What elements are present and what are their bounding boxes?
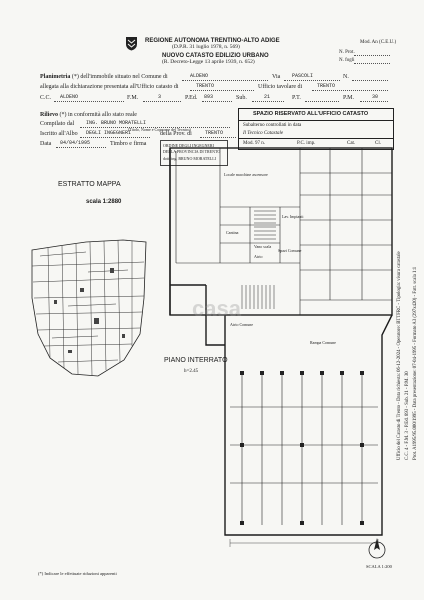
pm-line xyxy=(360,101,388,102)
stamp-line-2: DELLA PROVINCIA DI TRENTO xyxy=(163,149,221,154)
room-label-spazi-comune: Spazi Comune xyxy=(278,248,302,253)
room-label-cantina: Cantina xyxy=(226,230,239,235)
sub-value: 21 xyxy=(264,94,271,100)
ufficio-tavolare-line xyxy=(312,90,388,91)
reserved-title: SPAZIO RISERVATO ALL'UFFICIO CATASTO xyxy=(253,111,369,117)
pm-value: 30 xyxy=(372,94,379,100)
room-label-locale-macchine: Locale macchine ascensore xyxy=(224,172,268,177)
via-value: PASCOLI xyxy=(292,73,314,79)
reserved-tecnico: Il Tecnico Catastale xyxy=(243,131,284,136)
planimetry-text-2: allegata alla dichiarazione presentata all'Ufficio catasto di xyxy=(40,84,179,90)
decree-line: (D.P.R. 31 luglio 1978, n. 569) xyxy=(172,44,240,50)
fm-label: F.M. xyxy=(127,95,139,101)
n-line xyxy=(352,80,388,81)
cc-line xyxy=(54,101,124,102)
n-label: N. xyxy=(343,74,349,80)
stamp-line-1: ORDINE DEGLI INGEGNERI xyxy=(163,143,214,148)
room-label-rampa-comune: Rampa Comune xyxy=(310,340,336,345)
sub-line xyxy=(252,101,284,102)
data-value: 04/04/1995 xyxy=(60,140,91,146)
ped-label: P.Ed. xyxy=(185,95,198,101)
map-title: ESTRATTO MAPPA xyxy=(58,181,121,188)
cadastral-map-sketch xyxy=(28,238,148,378)
reserved-col-3: Cat. xyxy=(347,141,356,146)
reserved-col-2: P.C. imp. xyxy=(297,141,316,146)
pm-label: P.M. xyxy=(343,95,355,101)
region-title: REGIONE AUTONOMA TRENTINO-ALTO ADIGE xyxy=(145,38,280,44)
room-label-vano-scala: Vano scala xyxy=(254,244,272,249)
n-fogli-label: N. fogli xyxy=(339,58,355,63)
via-label: Via xyxy=(272,74,281,80)
level-height: h=2.45 xyxy=(184,369,199,374)
sub-label: Sub. xyxy=(236,95,247,101)
room-label-atrio-comune: Atrio Comune xyxy=(230,322,253,327)
room-label-atrio: Atrio xyxy=(254,254,263,259)
side-note-line-1: Ufficio del Catasto di Trento - Data richiesta: 06-12-2024 - Operatore: BTTFRC - Tipologia: visura catastale xyxy=(397,251,402,460)
iscritto-value: DEGLI INGEGNERI xyxy=(86,130,132,136)
planimetry-lead: Planimetria xyxy=(40,74,71,80)
planimetry-line-1 xyxy=(40,74,168,80)
compilato-value: ING. BRUNO MORATELLI xyxy=(86,120,147,126)
ped-line xyxy=(202,101,232,102)
compilato-label: Compilato dal xyxy=(40,121,75,127)
footer-note: (*) Indicare le effettuate riduzioni apparenti xyxy=(38,571,117,576)
footer-scale: SCALA 1:200 xyxy=(366,564,392,569)
survey-heading xyxy=(40,112,137,118)
reserved-col-4: Cl. xyxy=(375,141,381,146)
provincia-line xyxy=(200,137,236,138)
comune-line xyxy=(182,80,268,81)
n-prot-label: N. Prot. xyxy=(339,50,355,55)
side-note-line-3: Prot. A1995/95.000/1995 - Data presentazione: 07-04-1995 - Formato A3 (297x420) - Fatt. scala 1:1 xyxy=(413,266,418,460)
pt-line xyxy=(305,101,339,102)
provincia-label: della Prov. di xyxy=(160,131,192,137)
law-line: (R. Decreto-Legge 13 aprile 1939, n. 652) xyxy=(162,59,255,65)
planimetry-text-1: (*) dell'immobile situato nel Comune di xyxy=(71,74,168,80)
reserved-divider xyxy=(239,120,393,121)
comune-value: ALDENO xyxy=(190,73,209,79)
fm-value: 3 xyxy=(158,94,162,100)
cc-label: C.C. xyxy=(40,95,52,101)
cadastre-title: NUOVO CATASTO EDILIZIO URBANO xyxy=(162,53,269,59)
reserved-divider-2 xyxy=(239,138,393,139)
data-label: Data xyxy=(40,141,52,147)
iscritto-label: Iscritto all'Albo xyxy=(40,131,78,137)
pt-label: P.T. xyxy=(292,95,301,101)
side-note xyxy=(396,140,424,460)
ufficio-tavolare-value: TRENTO xyxy=(317,83,336,89)
reserved-box xyxy=(238,108,394,150)
level-title: PIANO INTERRATO xyxy=(164,357,228,364)
floor-plan xyxy=(150,145,395,560)
fm-line xyxy=(143,101,181,102)
ped-value: 893 xyxy=(204,94,214,100)
room-label-impianti: Lav. Impianti xyxy=(282,214,304,219)
data-line xyxy=(56,147,106,148)
side-note-line-2: C.C. 4 - F.M. 3 - P.Ed. 893 - Sub. 21 - P.M. 30 xyxy=(405,371,410,460)
survey-lead-text: (*) in conformità allo stato reale xyxy=(59,112,137,118)
casa-watermark: casa xyxy=(192,296,241,321)
n-fogli-line xyxy=(354,63,390,64)
ufficio-line xyxy=(190,90,254,91)
via-line xyxy=(284,80,340,81)
map-scale: scala 1:2880 xyxy=(86,199,122,205)
reserved-subalterno: Subalterno controllati in data xyxy=(243,123,302,128)
n-prot-line xyxy=(354,55,390,56)
stamp-line-3: dott. ing. BRUNO MORATELLI xyxy=(163,156,216,161)
ufficio-tavolare-label: Ufficio tavolare di xyxy=(258,84,303,90)
reserved-col-1: Mod. 97 n. xyxy=(243,141,265,146)
provincia-value: TRENTO xyxy=(205,130,224,136)
north-arrow-icon xyxy=(366,536,388,562)
iscritto-line xyxy=(80,137,150,138)
cc-value: ALDENO xyxy=(60,94,79,100)
model-label: Mod. An (C.E.U.) xyxy=(360,40,397,45)
ufficio-value: TRENTO xyxy=(196,83,215,89)
titolo-note: (Titolo, Nome e Cognome del Tecnico) xyxy=(128,127,191,132)
coat-of-arms-logo xyxy=(125,36,138,51)
timbro-label: Timbro e firma xyxy=(110,141,147,147)
survey-lead: Rilievo xyxy=(40,112,58,118)
